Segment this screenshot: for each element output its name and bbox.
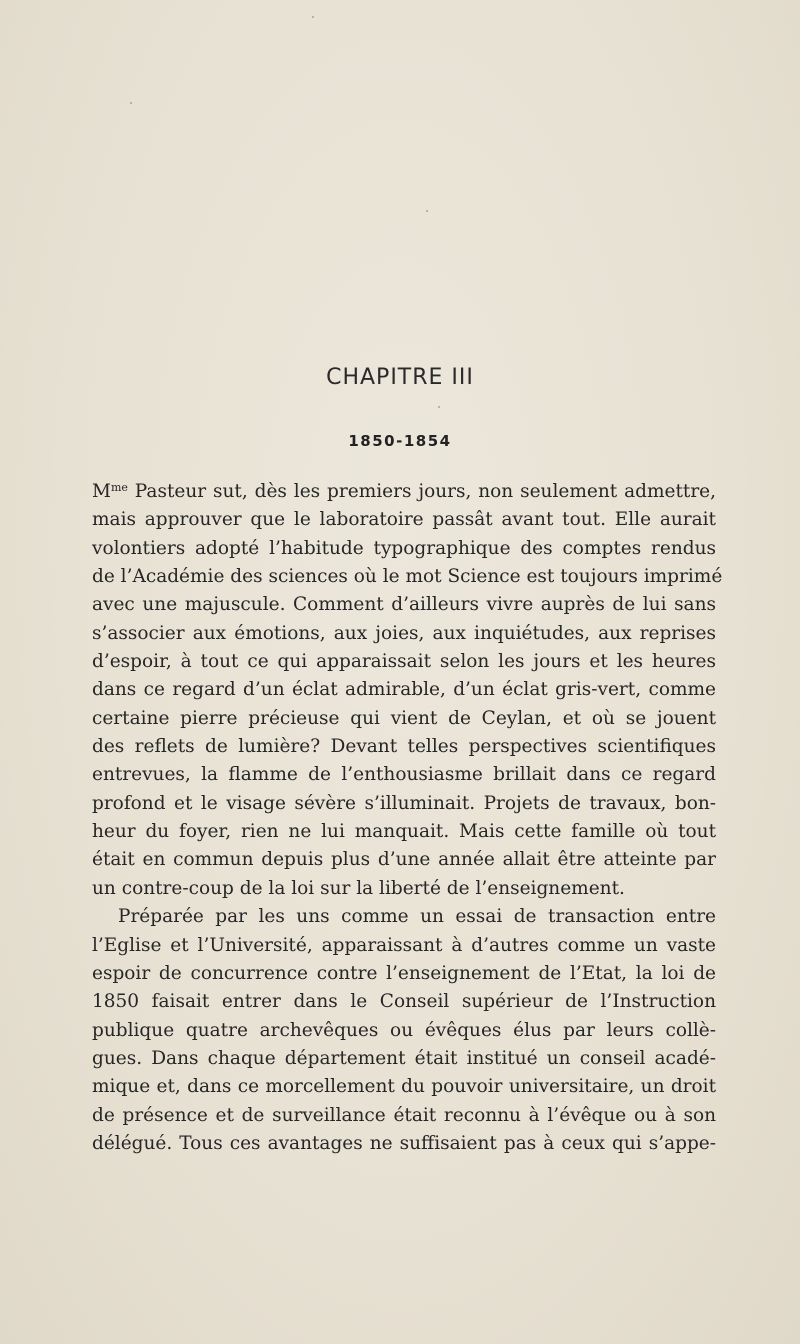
text-line: entrevues, la flamme de l’enthousiasme brillait dans ce regard <box>92 764 716 786</box>
text-line: dans ce regard d’un éclat admirable, d’un éclat gris-vert, comme <box>92 679 716 701</box>
text-line: s’associer aux émotions, aux joies, aux inquiétudes, aux reprises <box>92 622 716 644</box>
paper-speck <box>312 16 314 18</box>
text-line: volontiers adopté l’habitude typographique des comptes rendus <box>92 537 716 559</box>
text-line-content: Pasteur sut, dès les premiers jours, non seulement admettre, <box>127 481 716 502</box>
text-line <box>92 478 716 506</box>
text-line: gues. Dans chaque département était institué un conseil acadé- <box>92 1047 716 1069</box>
paper-speck <box>438 406 440 408</box>
text-line: certaine pierre précieuse qui vient de Ceylan, et où se jouent <box>92 707 716 729</box>
title-abbreviation-superscript: me <box>110 481 128 494</box>
text-line: délégué. Tous ces avantages ne suffisaient pas à ceux qui s’appe- <box>92 1132 716 1154</box>
text-line: 1850 faisait entrer dans le Conseil supérieur de l’Instruction <box>92 991 716 1013</box>
paper-speck <box>130 102 132 104</box>
text-line: mais approuver que le laboratoire passât avant tout. Elle aurait <box>92 509 716 531</box>
title-abbreviation: M <box>92 481 111 502</box>
text-line: Préparée par les uns comme un essai de transaction entre <box>118 906 716 928</box>
text-line: publique quatre archevêques ou évêques élus par leurs collè- <box>92 1019 716 1041</box>
body-text <box>92 478 723 1158</box>
paper-speck <box>426 210 428 212</box>
text-line: d’espoir, à tout ce qui apparaissait selon les jours et les heures <box>92 651 716 673</box>
text-line: de présence et de surveillance était reconnu à l’évêque ou à son <box>92 1104 716 1126</box>
text-line: un contre-coup de la loi sur la liberté de l’enseignement. <box>92 877 625 899</box>
chapter-dates: 1850-1854 <box>348 432 452 450</box>
text-line: des reflets de lumière? Devant telles perspectives scientifiques <box>92 736 716 758</box>
text-line: mique et, dans ce morcellement du pouvoir universitaire, un droit <box>92 1076 716 1098</box>
text-line: de l’Académie des sciences où le mot Science est toujours imprimé <box>92 566 723 588</box>
chapter-title: CHAPITRE III <box>326 365 474 390</box>
text-line: heur du foyer, rien ne lui manquait. Mais cette famille où tout <box>92 821 716 843</box>
text-line: était en commun depuis plus d’une année allait être atteinte par <box>92 849 716 871</box>
text-line: l’Eglise et l’Université, apparaissant à d’autres comme un vaste <box>92 934 716 956</box>
text-line: avec une majuscule. Comment d’ailleurs vivre auprès de lui sans <box>92 594 716 616</box>
text-line: espoir de concurrence contre l’enseignement de l’Etat, la loi de <box>92 962 716 984</box>
text-line: profond et le visage sévère s’illuminait. Projets de travaux, bon- <box>92 792 716 814</box>
